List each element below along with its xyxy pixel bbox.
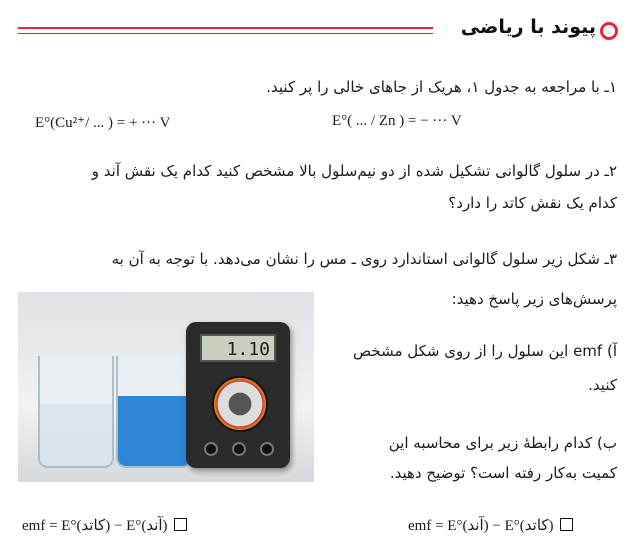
meter-jack-icon bbox=[260, 442, 274, 456]
meter-jack-icon bbox=[232, 442, 246, 456]
header-rule-thick bbox=[18, 27, 433, 29]
copper-beaker bbox=[116, 356, 192, 468]
option-right[interactable] bbox=[408, 516, 573, 535]
option-left[interactable] bbox=[22, 516, 187, 535]
zinc-beaker bbox=[38, 356, 114, 468]
option-left-label: emf = E°(کاتد) − E°(آند) bbox=[22, 518, 168, 534]
meter-reading: 1.10 bbox=[200, 334, 276, 362]
question-3-line-1: ۳ـ شکل زیر سلول گالوانی استاندارد روی ـ مس را نشان می‌دهد. با توجه به آن به bbox=[111, 250, 617, 268]
question-2-line-1: ۲ـ در سلول گالوانی تشکیل شده از دو نیم‌سلول بالا مشخص کنید کدام یک نقش آند و bbox=[91, 162, 617, 180]
galvanic-cell-photo bbox=[18, 292, 314, 482]
equation-zn: E°( ... / Zn ) = − ··· V bbox=[332, 113, 462, 129]
section-header bbox=[18, 10, 618, 50]
question-3b-line-2: کمیت به‌کار رفته است؟ توضیح دهید. bbox=[389, 464, 617, 482]
meter-dial-icon bbox=[212, 376, 268, 432]
equation-cu: E°(Cu²⁺/ ... ) = + ··· V bbox=[35, 115, 171, 131]
question-3-line-2: پرسش‌های زیر پاسخ دهید: bbox=[451, 290, 617, 308]
checkbox-icon[interactable] bbox=[560, 518, 573, 531]
question-3a-line-2: کنید. bbox=[588, 376, 617, 394]
checkbox-icon[interactable] bbox=[174, 518, 187, 531]
question-2-line-2: کدام یک نقش کاتد را دارد؟ bbox=[448, 194, 617, 212]
circle-bullet-icon bbox=[600, 22, 618, 40]
question-3b-line-1: ب) کدام رابطهٔ زیر برای محاسبه این bbox=[388, 434, 617, 452]
question-1-text: ۱ـ با مراجعه به جدول ۱، هریک از جاهای خالی را پر کنید. bbox=[266, 78, 617, 96]
multimeter bbox=[186, 322, 290, 468]
meter-jack-icon bbox=[204, 442, 218, 456]
section-title: پیوند با ریاضی bbox=[460, 16, 596, 38]
question-3a-line-1: آ) emf این سلول را از روی شکل مشخص bbox=[353, 342, 617, 360]
option-right-label: emf = E°(آند) − E°(کاتد) bbox=[408, 518, 554, 534]
header-rule-thin bbox=[18, 33, 433, 34]
